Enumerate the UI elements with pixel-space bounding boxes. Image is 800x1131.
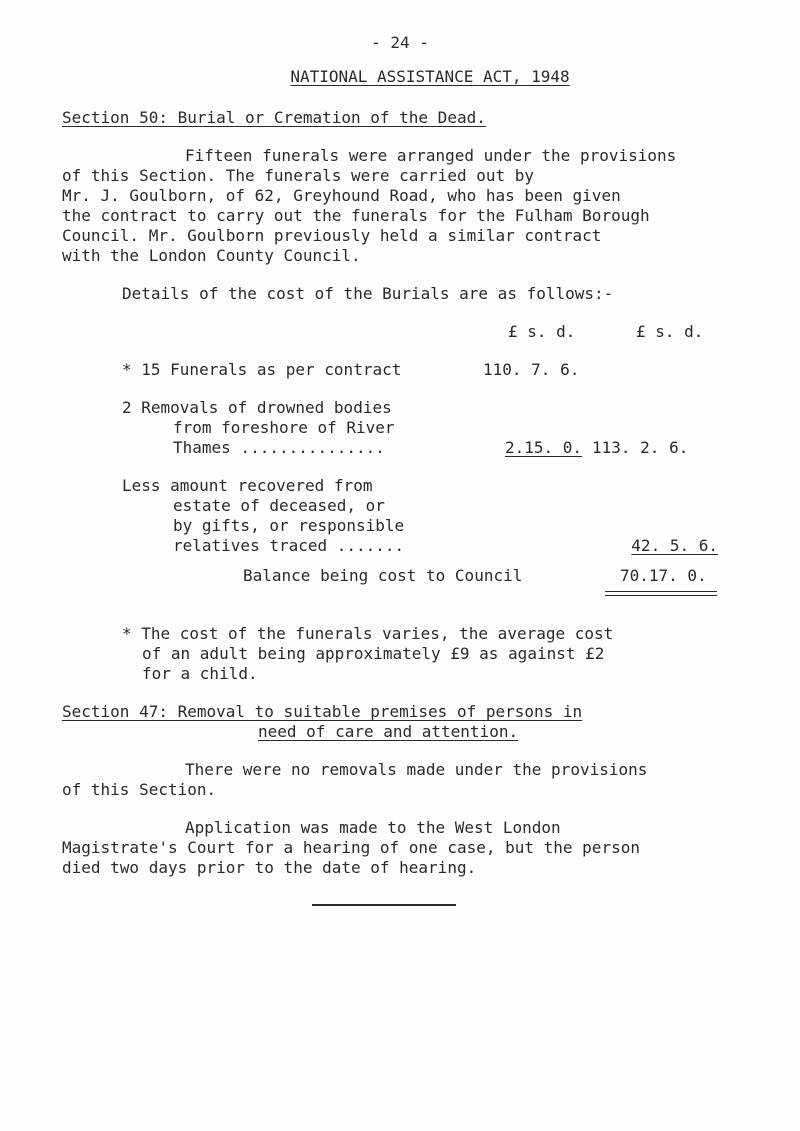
section-47-para-1-line-1: There were no removals made under the provisions [185,760,648,779]
footnote-line-2: of an adult being approximately £9 as against £2 [142,644,605,663]
recovered-row-label-1: Less amount recovered from [122,476,373,495]
removals-row-label-2: from foreshore of River [173,418,395,437]
page-number: - 24 - [371,33,429,52]
section-50-heading: Section 50: Burial or Cremation of the Dead. [62,108,486,127]
recovered-row-label-3: by gifts, or responsible [173,516,405,535]
section-47-heading-line-2: need of care and attention. [258,722,519,741]
balance-label: Balance being cost to Council [243,566,523,585]
balance-double-rule-bottom [605,595,717,596]
details-intro: Details of the cost of the Burials are as follows:- [122,284,614,303]
removals-row-label-3: Thames ............... [173,438,385,457]
balance-double-rule-top [605,591,717,592]
funerals-row-label: * 15 Funerals as per contract [122,360,402,379]
section-50-para-line-4: the contract to carry out the funerals for the Fulham Borough [62,206,650,225]
recovered-row-total: 42. 5. 6. [631,536,718,555]
section-50-para-line-3: Mr. J. Goulborn, of 62, Greyhound Road, who has been given [62,186,621,205]
column-header-2: £ s. d. [636,322,704,341]
section-50-para-line-6: with the London County Council. [62,246,361,265]
balance-total: 70.17. 0. [620,566,707,585]
removals-row-total: 113. 2. 6. [592,438,689,457]
section-50-para-line-1: Fifteen funerals were arranged under the provisions [185,146,677,165]
section-50-para-line-5: Council. Mr. Goulborn previously held a similar contract [62,226,602,245]
act-title: NATIONAL ASSISTANCE ACT, 1948 [290,67,570,86]
recovered-row-label-4: relatives traced ....... [173,536,405,555]
recovered-row-label-2: estate of deceased, or [173,496,385,515]
section-47-para-2-line-1: Application was made to the West London [185,818,561,837]
section-47-heading-line-1: Section 47: Removal to suitable premises of persons in [62,702,583,721]
end-divider [312,904,456,906]
footnote-line-3: for a child. [142,664,258,683]
section-47-para-1-line-2: of this Section. [62,780,217,799]
funerals-row-amount: 110. 7. 6. [483,360,580,379]
removals-row-label-1: 2 Removals of drowned bodies [122,398,392,417]
section-47-para-2-line-3: died two days prior to the date of hearing. [62,858,477,877]
column-header-1: £ s. d. [508,322,576,341]
section-47-para-2-line-2: Magistrate's Court for a hearing of one case, but the person [62,838,640,857]
section-50-para-line-2: of this Section. The funerals were carried out by [62,166,535,185]
removals-row-amount: 2.15. 0. [504,438,582,457]
footnote-line-1: * The cost of the funerals varies, the average cost [122,624,614,643]
